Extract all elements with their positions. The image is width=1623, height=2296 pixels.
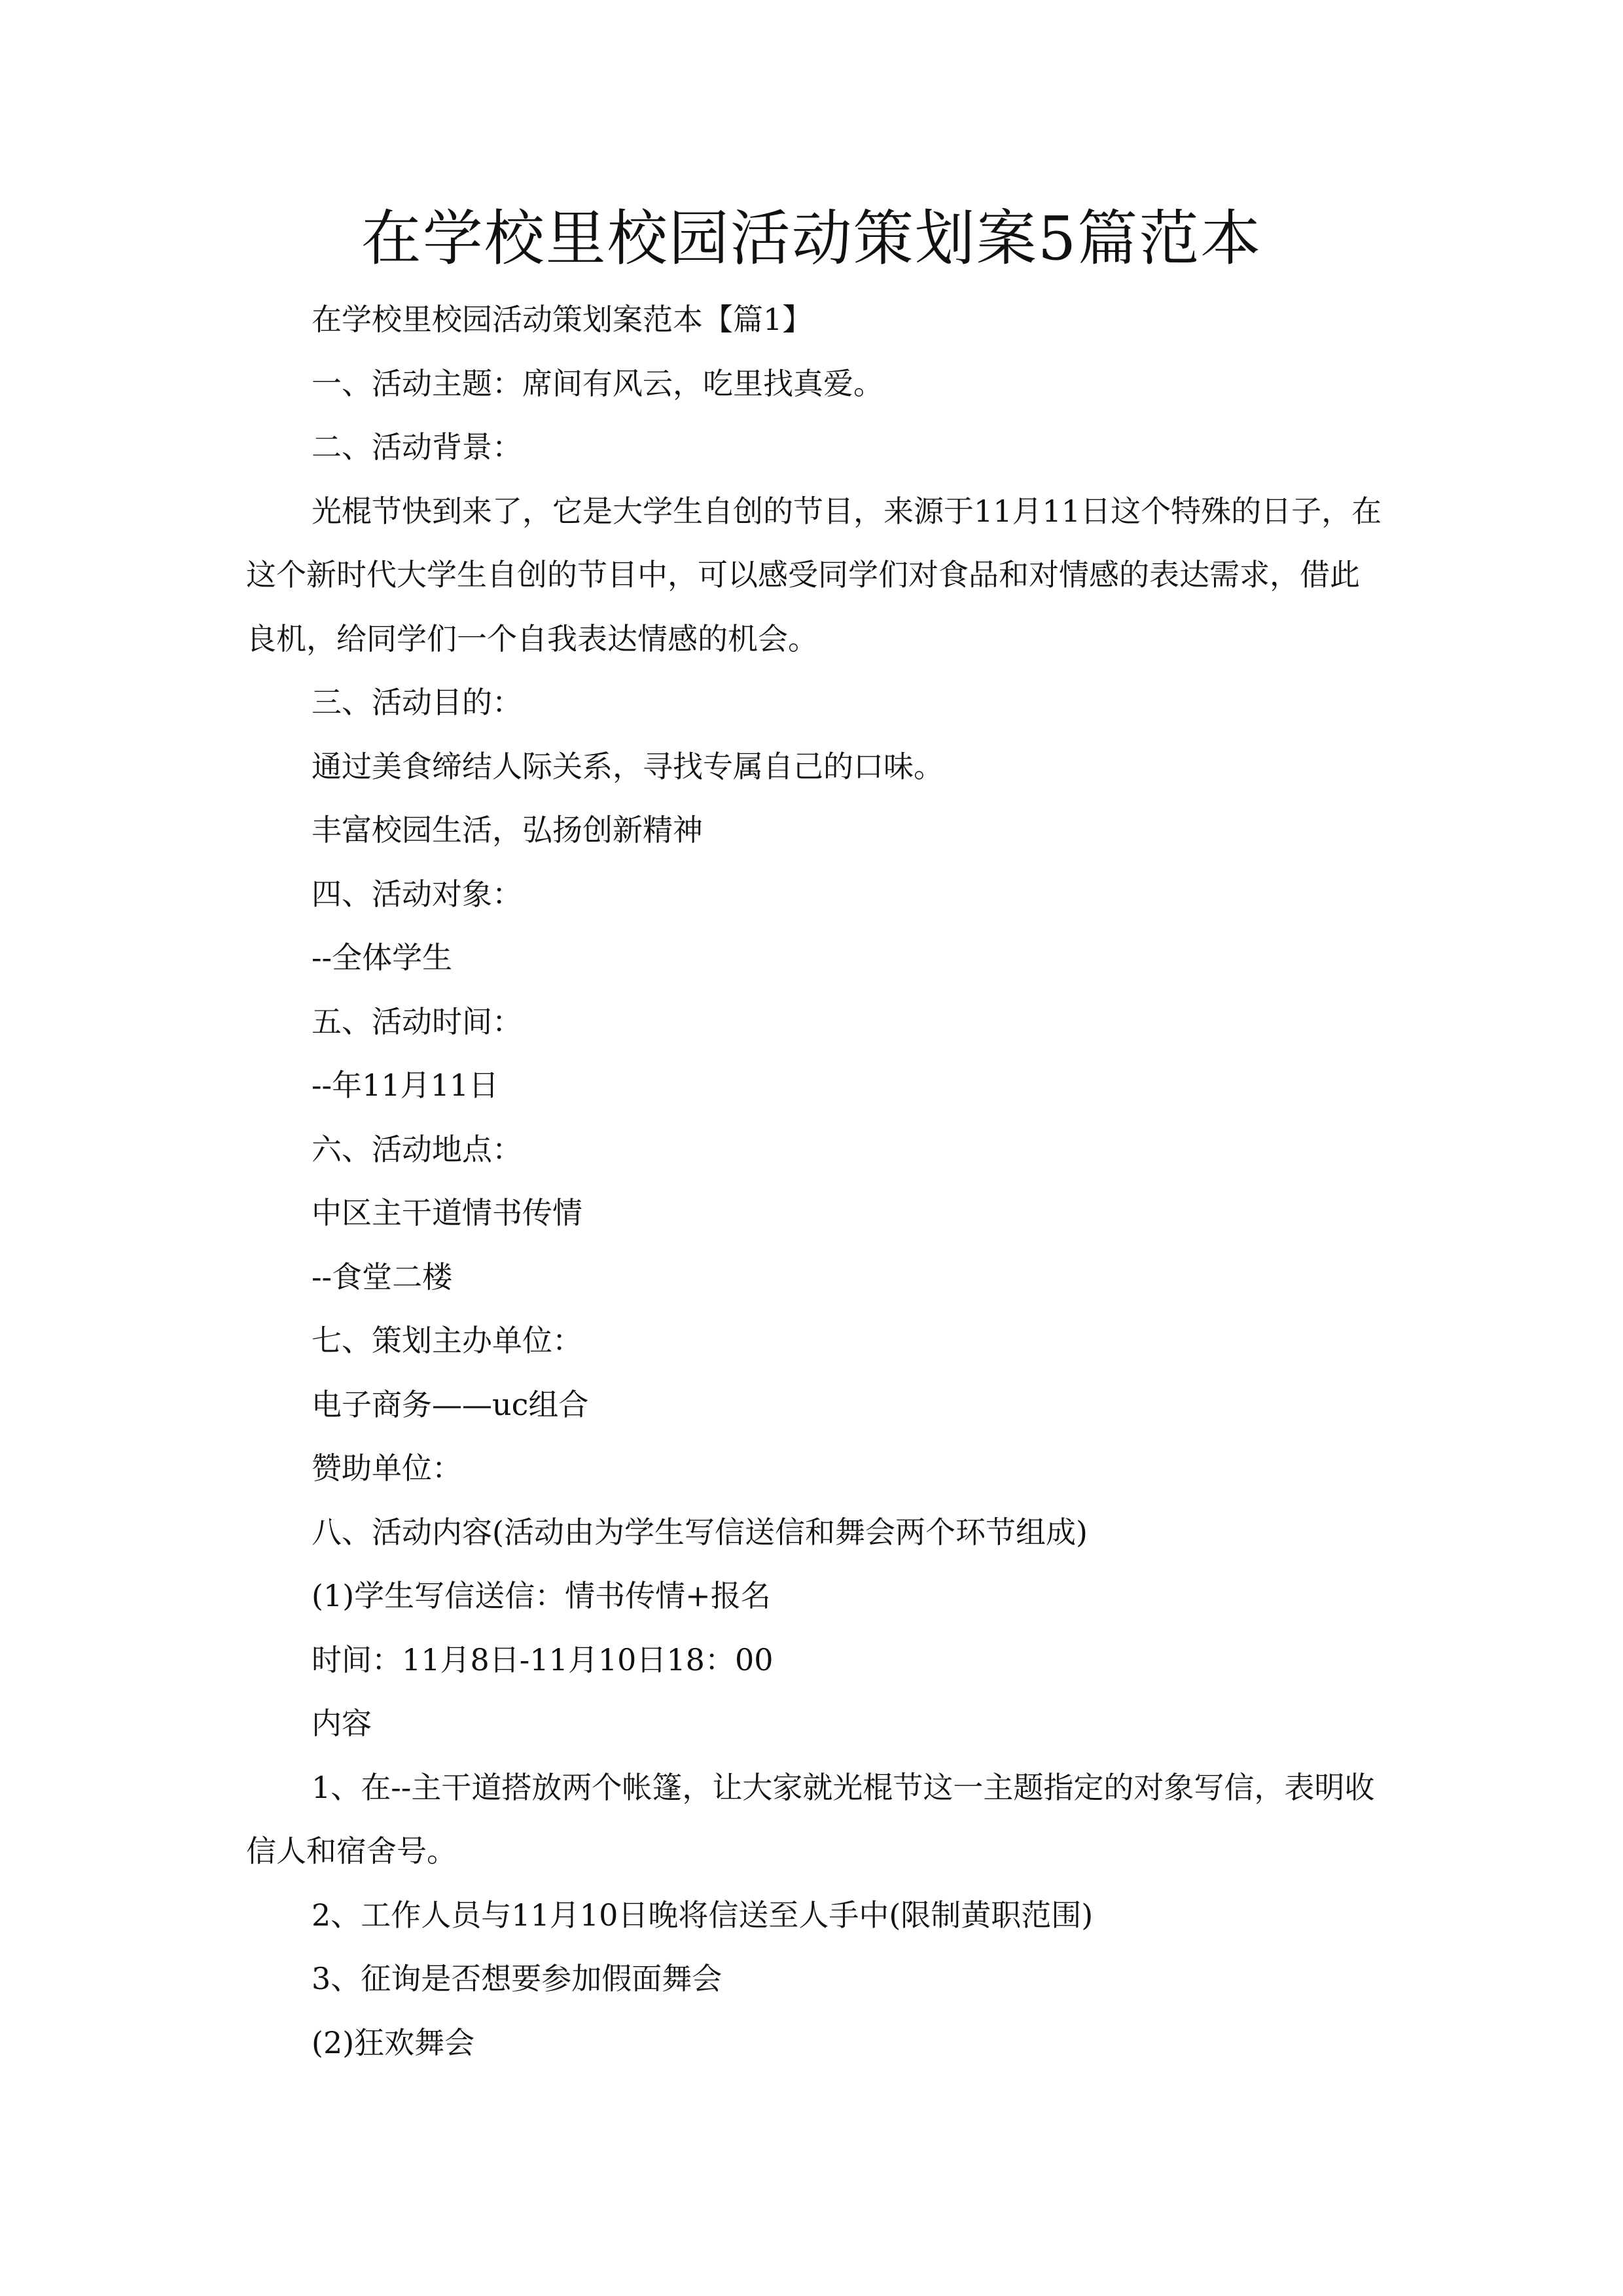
section-heading-part1: 在学校里校园活动策划案范本【篇1】 xyxy=(312,302,813,337)
subitem-letter-writing: (1)学生写信送信：情书传情+报名 xyxy=(312,1578,771,1613)
item-activity-location: 六、活动地点： xyxy=(312,1131,522,1167)
item-activity-purpose: 三、活动目的： xyxy=(312,685,522,720)
letter-time: 时间：11月8日-11月10日18：00 xyxy=(312,1641,774,1677)
item-activity-theme: 一、活动主题：席间有风云，吃里找真爱。 xyxy=(312,365,883,401)
target-line: --全体学生 xyxy=(312,940,453,975)
location-line-2: --食堂二楼 xyxy=(312,1259,453,1295)
document-body xyxy=(246,288,1385,2075)
item-organizer: 七、策划主办单位： xyxy=(312,1323,582,1358)
organizer-line: 电子商务——uc组合 xyxy=(312,1386,589,1422)
content-label: 内容 xyxy=(312,1706,372,1741)
time-line: --年11月11日 xyxy=(312,1067,499,1103)
content-step-1: 1、在--主干道搭放两个帐篷，让大家就光棍节这一主题指定的对象写信，表明收信人和宿舍号。 xyxy=(246,1769,1375,1869)
background-paragraph: 光棍节快到来了，它是大学生自创的节目，来源于11月11日这个特殊的日子，在这个新时代大学生自创的节目中，可以感受同学们对食品和对情感的表达需求，借此良机，给同学们一个自我表达情感的机会。 xyxy=(246,493,1382,656)
content-step-3: 3、征询是否想要参加假面舞会 xyxy=(312,1961,722,1996)
subitem-dance-party: (2)狂欢舞会 xyxy=(312,2024,475,2060)
purpose-line-2: 丰富校园生活，弘扬创新精神 xyxy=(312,812,703,848)
item-activity-target: 四、活动对象： xyxy=(312,876,522,912)
item-activity-time: 五、活动时间： xyxy=(312,1003,522,1039)
document-title: 在学校里校园活动策划案5篇范本 xyxy=(361,204,1262,274)
location-line-1: 中区主干道情书传情 xyxy=(312,1195,582,1230)
item-activity-content: 八、活动内容(活动由为学生写信送信和舞会两个环节组成) xyxy=(312,1514,1088,1550)
item-sponsor: 赞助单位： xyxy=(312,1450,462,1486)
item-activity-background: 二、活动背景： xyxy=(312,429,522,465)
purpose-line-1: 通过美食缔结人际关系，寻找专属自己的口味。 xyxy=(312,748,944,784)
content-step-2: 2、工作人员与11月10日晚将信送至人手中(限制黄职范围) xyxy=(312,1897,1094,1933)
